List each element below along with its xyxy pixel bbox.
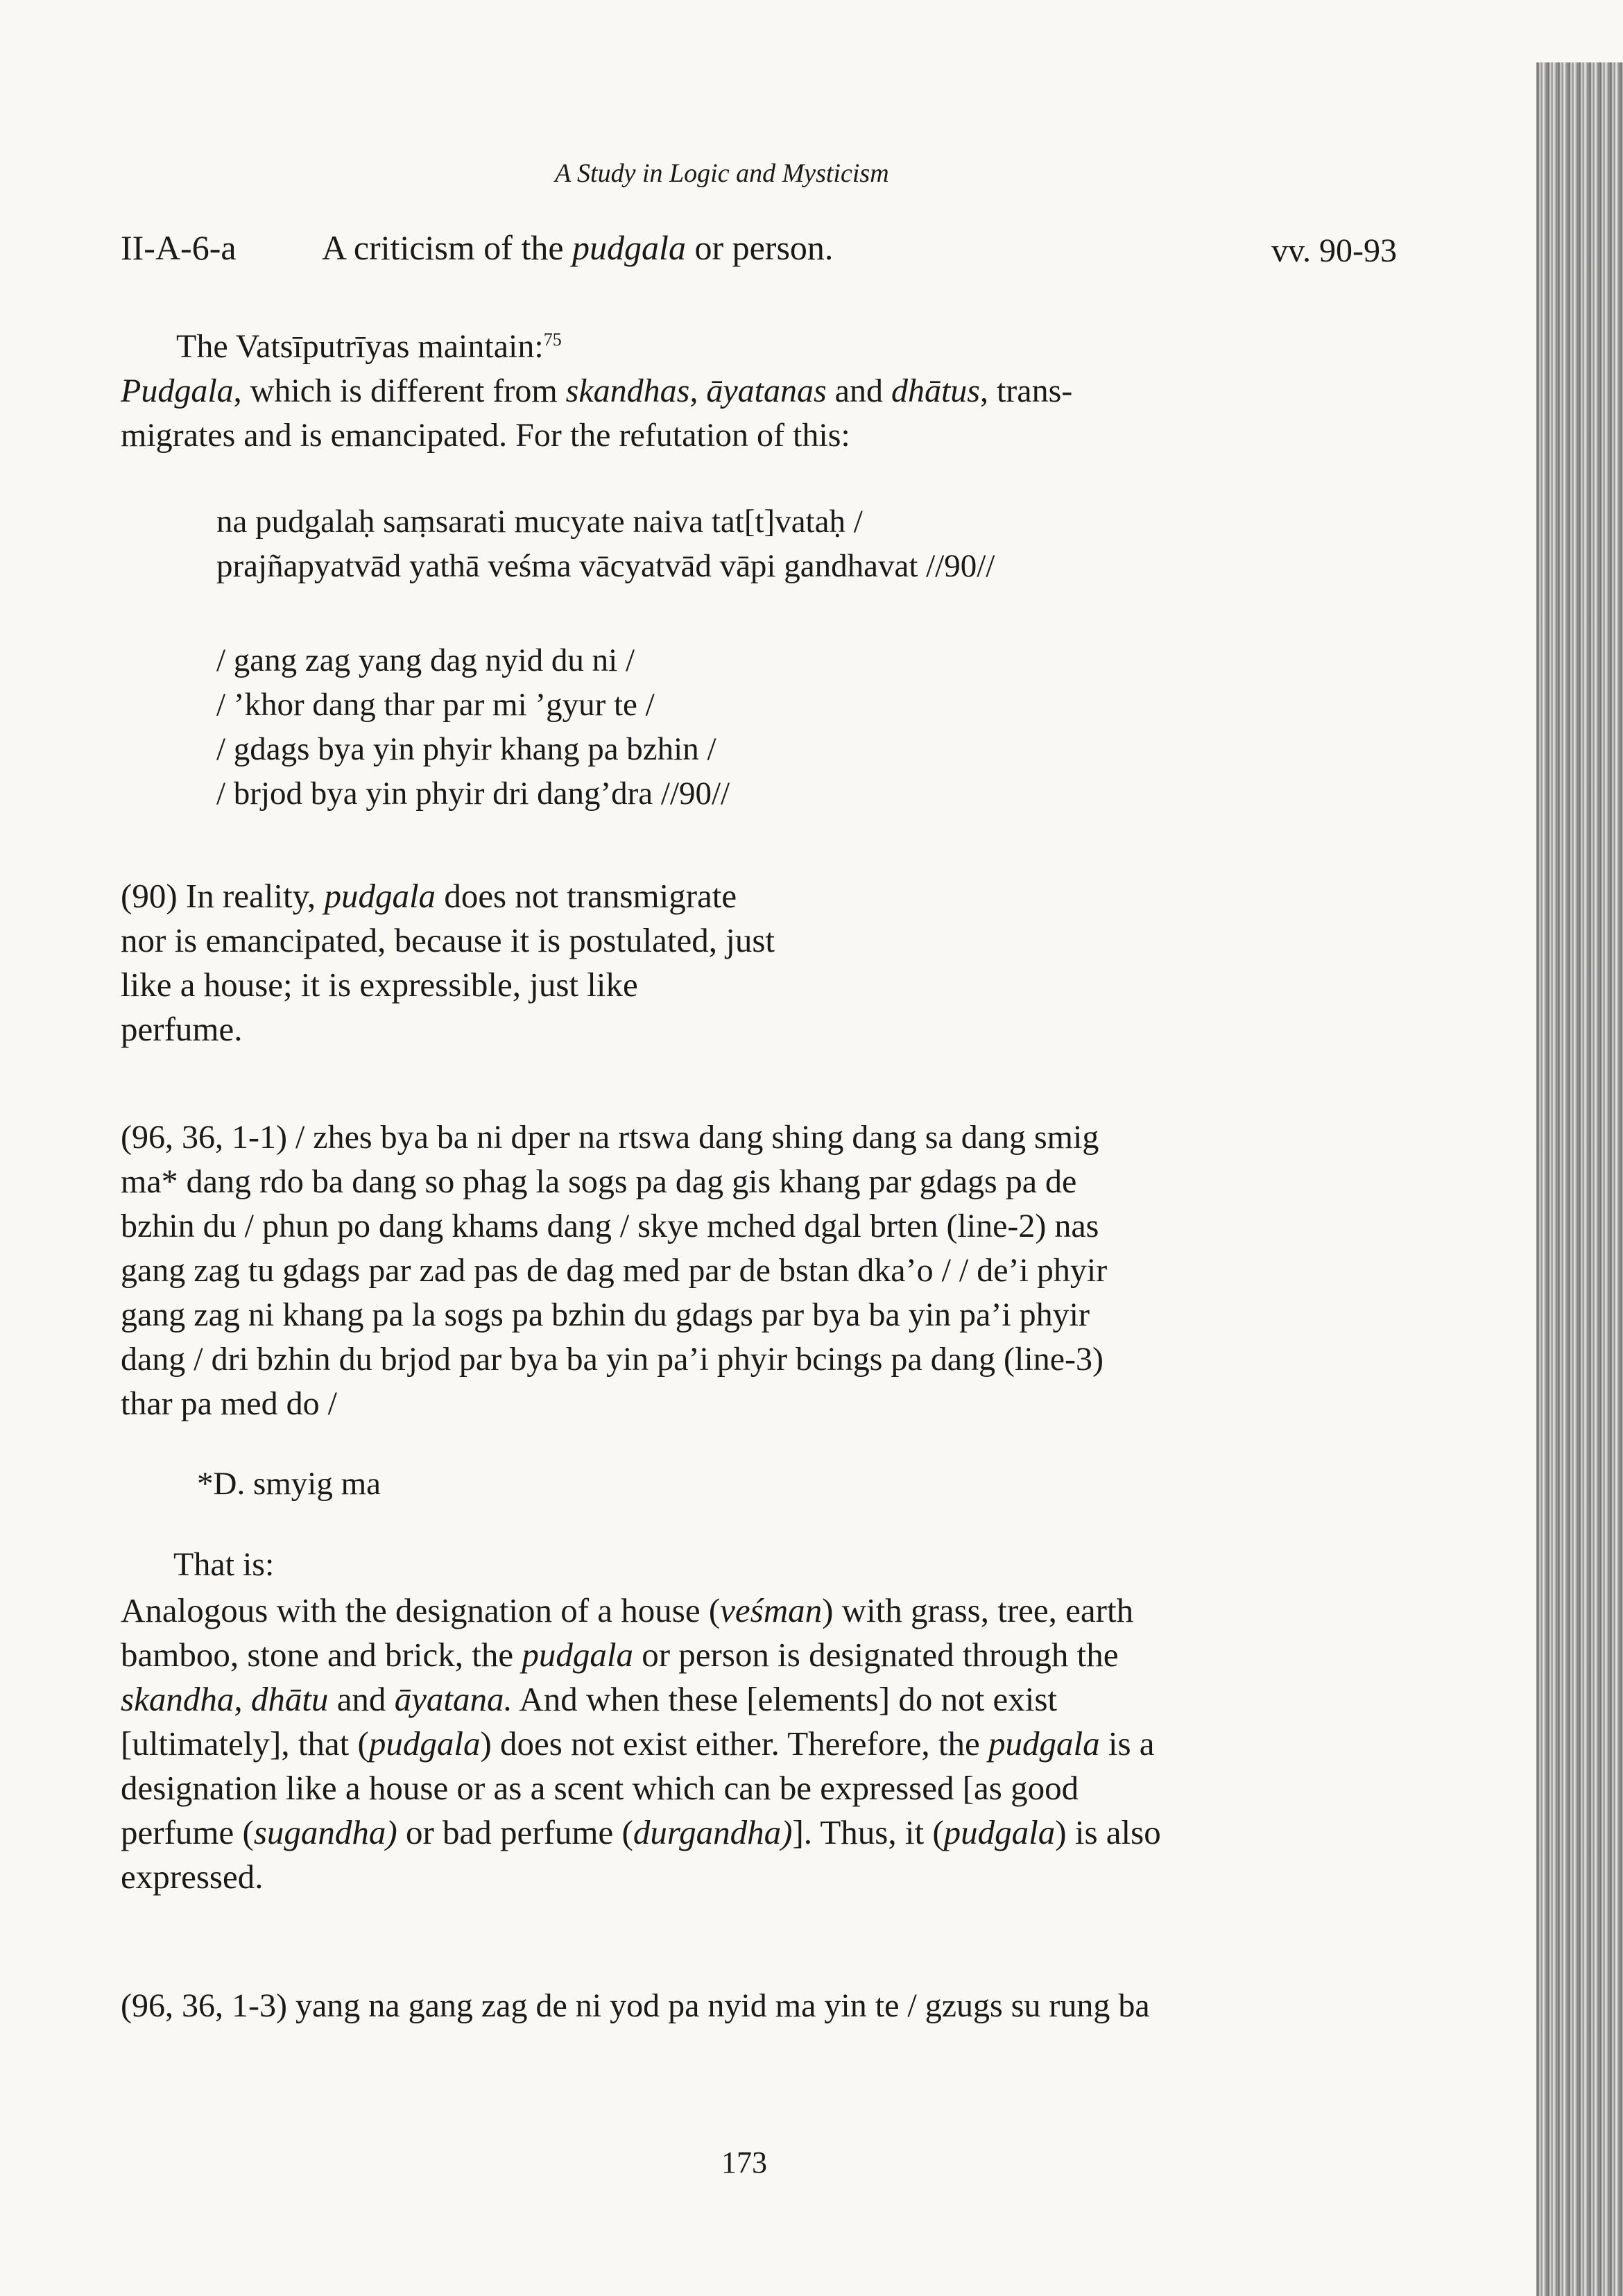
translation-line: perfume. (121, 1010, 243, 1048)
verse-line: / gdags bya yin phyir khang pa bzhin / (216, 731, 716, 767)
intro-line: The Vatsīputrīyas maintain:$^{75}$ (176, 328, 562, 365)
explanation-line: [ultimately], that (pudgala) does not exist either. Therefore, the pudgala is a (121, 1724, 1155, 1763)
verse-range: vv. 90-93 (1271, 232, 1397, 269)
intro-line: migrates and is emancipated. For the refutation of this: (121, 417, 850, 454)
that-is-label: That is: (173, 1546, 275, 1583)
explanation-line: perfume (sugandha) or bad perfume (durgandha)]. Thus, it (pudgala) is also (121, 1813, 1161, 1851)
section-code: II-A-6-a (121, 228, 237, 267)
footnote: *D. smyig ma (197, 1466, 381, 1502)
page-number: 173 (721, 2145, 767, 2179)
explanation-paragraph (121, 1588, 1397, 1899)
explanation-line: designation like a house or as a scent which can be expressed [as good (121, 1769, 1079, 1807)
tibetan-verse (216, 638, 730, 816)
commentary-line: gang zag ni khang pa la sogs pa bzhin du gdags par bya ba yin pa’i phyir (121, 1296, 1090, 1333)
verse-line: prajñapyatvād yathā veśma vācyatvād vāpi gandhavat //90// (216, 548, 995, 584)
running-head: A Study in Logic and Mysticism (555, 159, 889, 188)
commentary-line: gang zag tu gdags par zad pas de dag med par de bstan dka’o / / de’i phyir (121, 1252, 1108, 1289)
verse-translation (121, 874, 988, 1052)
commentary-line: ma* dang rdo ba dang so phag la sogs pa dag gis khang par gdags pa de (121, 1163, 1077, 1200)
translation-line: like a house; it is expressible, just like (121, 966, 638, 1004)
explanation-line: skandha, dhātu and āyatana. And when these [elements] do not exist (121, 1680, 1058, 1718)
verse-line: na pudgalaḥ saṃsarati mucyate naiva tat[t]vataḥ / (216, 504, 863, 540)
explanation-line: Analogous with the designation of a house (veśman) with grass, tree, earth (121, 1591, 1134, 1629)
translation-line: nor is emancipated, because it is postulated, just (121, 921, 775, 959)
tibetan-commentary (121, 1115, 1397, 1426)
intro-line: Pudgala, which is different from skandhas, āyatanas and dhātus, trans- (121, 372, 1073, 409)
section-title: A criticism of the pudgala or person. (322, 228, 834, 267)
explanation-line: bamboo, stone and brick, the pudgala or person is designated through the (121, 1636, 1119, 1674)
explanation-line: expressed. (121, 1858, 264, 1896)
translation-line: (90) In reality, pudgala does not transmigrate (121, 877, 737, 915)
footnote-reference: 75 (543, 329, 562, 350)
page-stack-edge (1536, 62, 1623, 2296)
commentary-line: thar pa med do / (121, 1385, 337, 1422)
commentary-line: (96, 36, 1-1) / zhes bya ba ni dper na rtswa dang shing dang sa dang smig (121, 1119, 1099, 1156)
verse-line: / brjod bya yin phyir dri dang’dra //90// (216, 776, 730, 812)
section-heading (121, 228, 1397, 269)
commentary-line: dang / dri bzhin du brjod par bya ba yin pa’i phyir bcings pa dang (line-3) (121, 1341, 1104, 1378)
commentary-line: (96, 36, 1-3) yang na gang zag de ni yod pa nyid ma yin te / gzugs su rung ba (121, 1987, 1150, 2024)
commentary-line: bzhin du / phun po dang khams dang / skye mched dgal brten (line-2) nas (121, 1208, 1099, 1244)
verse-line: / ’khor dang thar par mi ’gyur te / (216, 687, 655, 723)
sanskrit-verse (216, 499, 995, 588)
verse-line: / gang zag yang dag nyid du ni / (216, 642, 635, 678)
intro-paragraph (121, 318, 1397, 458)
tibetan-commentary-2 (121, 1984, 1397, 2028)
